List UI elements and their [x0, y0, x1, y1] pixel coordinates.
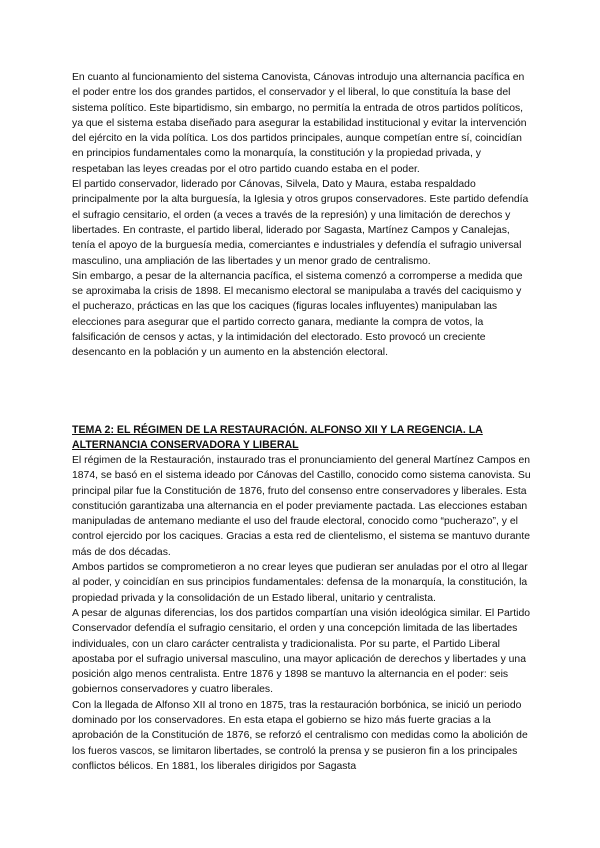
- paragraph: Ambos partidos se comprometieron a no crear leyes que pudieran ser anuladas por el otro al llegar al poder, y coincidían en sus principios fundamentales: defensa de la monarquía, la constitución, la propiedad privada y la consolidación de un Estado liberal, unitario y centralista.: [72, 562, 528, 604]
- paragraph: Con la llegada de Alfonso XII al trono en 1875, tras la restauración borbónica, se inició un periodo dominado por los conservadores. En esta etapa el gobierno se hizo más fuerte gracias a la aprobación de la Constitución de 1876, se reforzó el centralismo con medidas como la abolición de los fueros vascos, se limitaron libertades, se controló la prensa y se pusieron fin a los principales conflictos bélicos. En 1881, los liberales dirigidos por Sagasta: [72, 699, 528, 772]
- paragraph: A pesar de algunas diferencias, los dos partidos compartían una visión ideológica similar. El Partido Conservador defendía el sufragio censitario, el orden y una concepción limitada de las libertades individuales, con un claro carácter centralista y tradicionalista. Por su parte, el Partido Liberal apostaba por el sufragio universal masculino, una mayor aplicación de derechos y libertades y una posición algo menos centralista. Entre 1876 y 1898 se mantuvo la alternancia en el poder: seis gobiernos conservadores y cuatro liberales.: [72, 607, 531, 696]
- section-tema-2: [72, 423, 532, 774]
- section-canovista-functioning: [72, 70, 532, 361]
- paragraph: El partido conservador, liderado por Cánovas, Silvela, Dato y Maura, estaba respaldado principalmente por la alta burguesía, la Iglesia y otros grupos conservadores. Este partido defendía el sufragio censitario, el orden (a veces a través de la represión) y una limitación de derechos y libertades. En contraste, el partido liberal, liderado por Sagasta, Martínez Campos y Canalejas, tenía el apoyo de la burguesía media, comerciantes e industriales y defendía el sufragio universal masculino, una ampliación de las libertades y un menor grado de centralismo.: [72, 179, 529, 267]
- paragraph: Sin embargo, a pesar de la alternancia pacífica, el sistema comenzó a corromperse a medida que se aproximaba la crisis de 1898. El mecanismo electoral se manipulaba a través del caciquismo y el pucherazo, prácticas en las que los caciques (figuras locales influyentes) manipulaban las elecciones para asegurar que el partido correcto ganara, mediante la compra de votos, la falsificación de censos y actas, y la intimidación del electorado. Esto provocó un creciente desencanto en la población y un aumento en la abstención electoral.: [72, 270, 523, 359]
- paragraph: El régimen de la Restauración, instaurado tras el pronunciamiento del general Martínez Campos en 1874, se basó en el sistema ideado por Cánovas del Castillo, conocido como sistema canovista. Su principal pilar fue la Constitución de 1876, fruto del consenso entre conservadores y liberales. Esta constitución garantizaba una alternancia en el poder previamente pactada. Las elecciones estaban manipuladas de antemano mediante el uso del fraude electoral, conocido como “pucherazo”, y el control ejercido por los caciques. Gracias a esta red de clientelismo, el sistema se mantuvo durante más de dos décadas.: [72, 455, 531, 558]
- paragraph: En cuanto al funcionamiento del sistema Canovista, Cánovas introdujo una alternancia pacífica en el poder entre los dos grandes partidos, el conservador y el liberal, lo que constituía la base del sistema político. Este bipartidismo, sin embargo, no permitía la entrada de otros partidos políticos, ya que el sistema estaba diseñado para asegurar la estabilidad institucional y evitar la intervención del ejército en la vida política. Los dos partidos principales, aunque competían entre sí, coincidían en principios fundamentales como la monarquía, la constitución y la propiedad privada, y respetaban las leyes creadas por el otro partido cuando estaba en el poder.: [72, 72, 527, 175]
- section-heading: TEMA 2: EL RÉGIMEN DE LA RESTAURACIÓN. ALFONSO XII Y LA REGENCIA. LA ALTERNANCIA CONSERVADORA Y LIBERAL: [72, 424, 483, 451]
